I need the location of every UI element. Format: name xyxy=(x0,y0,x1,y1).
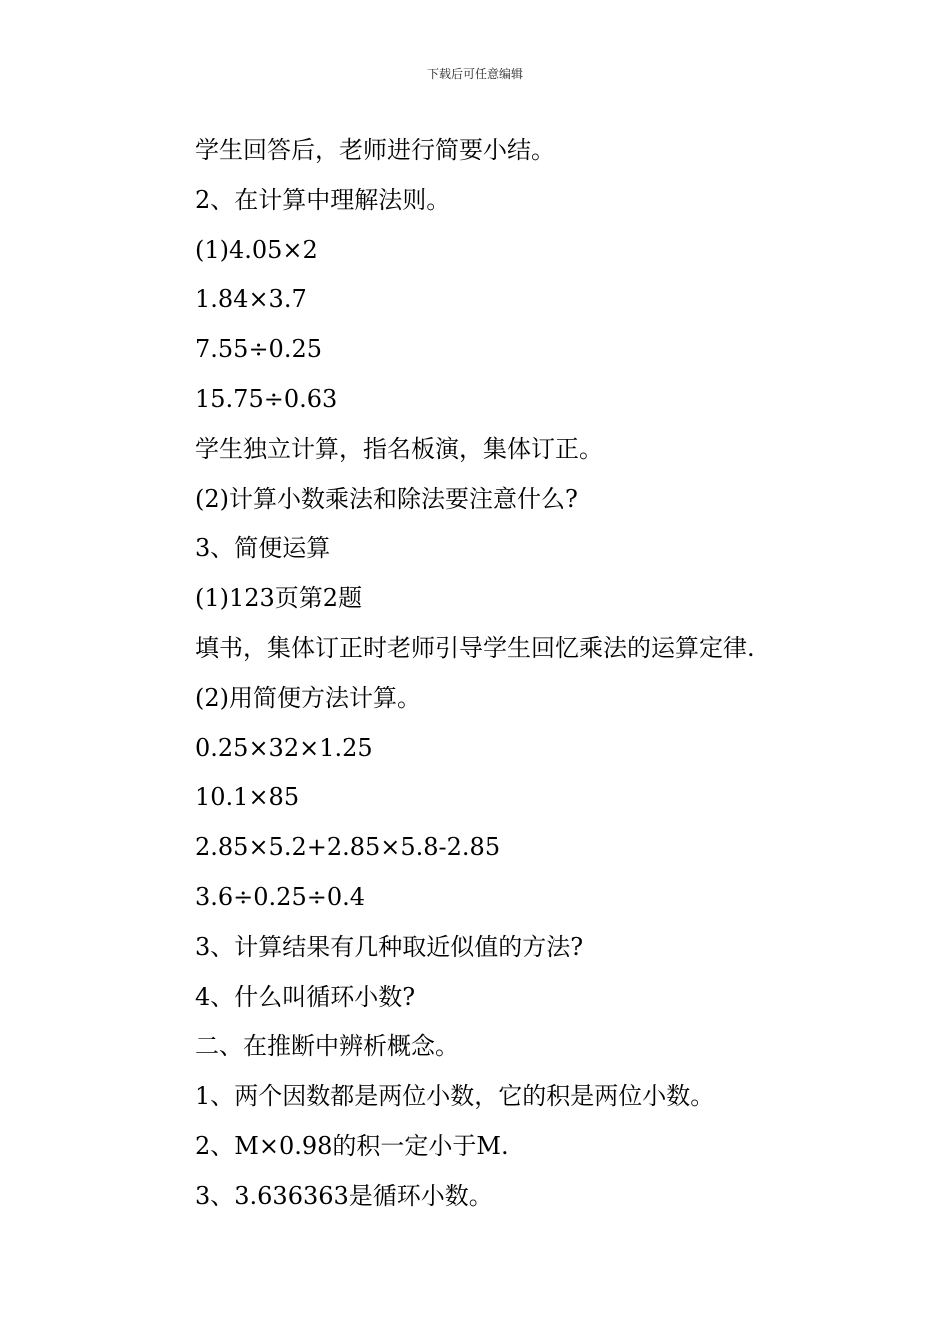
text-line: 学生回答后，老师进行简要小结。 xyxy=(195,136,555,164)
text-line: 3、计算结果有几种取近似值的方法? xyxy=(195,932,584,961)
text-line: 2.85×5.2+2.85×5.8-2.85 xyxy=(195,833,501,862)
text-line: 3.6÷0.25÷0.4 xyxy=(195,882,365,911)
text-line: 1.84×3.7 xyxy=(195,285,307,314)
text-line: 3、简便运算 xyxy=(195,534,331,563)
text-line: 15.75÷0.63 xyxy=(195,384,338,413)
text-line: 填书，集体订正时老师引导学生回忆乘法的运算定律. xyxy=(195,633,755,662)
text-line: (1)4.05×2 xyxy=(195,235,318,264)
text-line: (2)计算小数乘法和除法要注意什么? xyxy=(195,484,578,513)
text-line: 2、M×0.98的积一定小于M. xyxy=(195,1131,509,1160)
text-line: (2)用简便方法计算。 xyxy=(195,683,421,712)
text-line: 0.25×32×1.25 xyxy=(195,733,373,762)
page-header: 下载后可任意编辑 xyxy=(426,67,523,81)
text-line: 7.55÷0.25 xyxy=(195,335,322,364)
text-line: 3、3.636363是循环小数。 xyxy=(195,1181,493,1210)
text-line: 二、在推断中辨析概念。 xyxy=(195,1032,459,1061)
text-line: 学生独立计算，指名板演，集体订正。 xyxy=(195,434,603,463)
document-body xyxy=(195,126,835,1222)
text-line: 2、在计算中理解法则。 xyxy=(195,185,451,214)
text-line: 1、两个因数都是两位小数，它的积是两位小数。 xyxy=(195,1082,715,1111)
text-line: 4、什么叫循环小数? xyxy=(195,982,416,1011)
text-line: (1)123页第2题 xyxy=(195,584,363,613)
text-line: 10.1×85 xyxy=(195,783,300,812)
